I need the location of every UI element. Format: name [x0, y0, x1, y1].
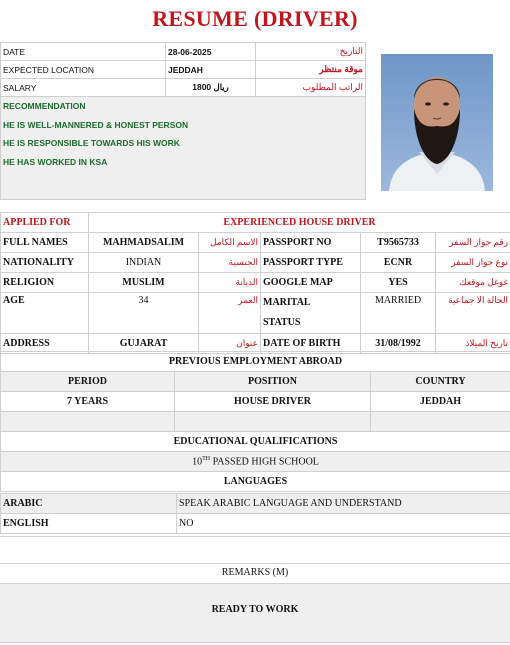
passport-type-label: PASSPORT TYPE [261, 253, 361, 273]
recommendation-line: HE HAS WORKED IN KSA [3, 157, 108, 167]
education-heading: EDUCATIONAL QUALIFICATIONS [1, 432, 510, 452]
education-value [1, 452, 510, 472]
applied-for-value: EXPERIENCED HOUSE DRIVER [89, 213, 510, 233]
education-detail: PASSED HIGH SCHOOL [210, 456, 319, 468]
date-value: 28-06-2025 [166, 43, 256, 61]
candidate-details-table [0, 212, 510, 354]
google-map-arabic: غوغل موقعك [436, 273, 510, 293]
candidate-portrait-image [381, 54, 493, 191]
google-map-value: YES [361, 273, 436, 293]
salary-arabic: الراتب المطلوب [256, 79, 366, 97]
employment-position [175, 412, 371, 432]
religion-arabic: الديانة [199, 273, 261, 293]
location-arabic: موقة منتظر [256, 61, 366, 79]
full-names-label: FULL NAMES [1, 233, 89, 253]
dob-value: 31/08/1992 [361, 334, 436, 354]
dob-label: DATE OF BIRTH [261, 334, 361, 354]
location-row [1, 61, 366, 79]
candidate-photo [381, 54, 493, 191]
language-row [1, 494, 510, 514]
employment-period [1, 412, 175, 432]
employment-period: 7 YEARS [1, 392, 175, 412]
age-row [1, 293, 510, 334]
language-name: ARABIC [1, 494, 177, 514]
address-arabic: عنوان [199, 334, 261, 354]
salary-label: SALARY [1, 79, 166, 97]
marital-status-value: MARRIED [361, 293, 436, 334]
religion-label: RELIGION [1, 273, 89, 293]
page-title: RESUME (DRIVER) [152, 6, 358, 31]
age-label: AGE [1, 293, 89, 334]
employment-col-period: PERIOD [1, 372, 175, 392]
date-arabic: التاريخ [256, 43, 366, 61]
employment-country: JEDDAH [371, 392, 510, 412]
applied-for-row [1, 213, 510, 233]
full-names-arabic: الاسم الكامل [199, 233, 261, 253]
employment-heading: PREVIOUS EMPLOYMENT ABROAD [1, 352, 510, 372]
full-names-value: MAHMADSALIM [89, 233, 199, 253]
employment-col-country: COUNTRY [371, 372, 510, 392]
marital-status-label [261, 293, 361, 334]
table-row [1, 412, 510, 432]
address-value: GUJARAT [89, 334, 199, 354]
recommendation-line: HE IS WELL-MANNERED & HONEST PERSON [3, 120, 189, 130]
language-row [1, 514, 510, 534]
recommendation-line: HE IS RESPONSIBLE TOWARDS HIS WORK [3, 138, 180, 148]
employment-table [0, 351, 510, 492]
salary-value: 1800 ريال [166, 79, 256, 97]
employment-col-position: POSITION [175, 372, 371, 392]
age-value: 34 [89, 293, 199, 334]
education-grade: 10 [192, 456, 203, 468]
location-value: JEDDAH [166, 61, 256, 79]
religion-row [1, 273, 510, 293]
header-info-table [0, 42, 366, 97]
age-arabic: العمر [199, 293, 261, 334]
passport-no-arabic: رقم جواز السفر [436, 233, 510, 253]
language-level: NO [177, 514, 510, 534]
remarks-value: READY TO WORK [0, 583, 510, 643]
salary-row [1, 79, 366, 97]
language-level: SPEAK ARABIC LANGUAGE AND UNDERSTAND [177, 494, 510, 514]
nationality-value: INDIAN [89, 253, 199, 273]
marital-label-line: MARITAL [263, 297, 311, 308]
passport-no-label: PASSPORT NO [261, 233, 361, 253]
nationality-arabic: الجنسية [199, 253, 261, 273]
nationality-label: NATIONALITY [1, 253, 89, 273]
address-label: ADDRESS [1, 334, 89, 354]
employment-position: HOUSE DRIVER [175, 392, 371, 412]
marital-status-arabic: الحالة الا جماعية [436, 293, 510, 334]
recommendation-heading: RECOMMENDATION [3, 101, 86, 111]
location-label: EXPECTED LOCATION [1, 61, 166, 79]
language-name: ENGLISH [1, 514, 177, 534]
nationality-row [1, 253, 510, 273]
date-row [1, 43, 366, 61]
spacer-row [0, 536, 510, 563]
date-label: DATE [1, 43, 166, 61]
recommendation-box [0, 96, 366, 200]
name-passport-row [1, 233, 510, 253]
education-grade-suffix: TH [202, 455, 211, 462]
google-map-label: GOOGLE MAP [261, 273, 361, 293]
marital-label-line: STATUS [263, 317, 301, 328]
passport-type-value: ECNR [361, 253, 436, 273]
remarks-heading: REMARKS (M) [0, 563, 510, 583]
table-row [1, 392, 510, 412]
languages-heading: LANGUAGES [1, 472, 510, 492]
passport-type-arabic: نوع جواز السفر [436, 253, 510, 273]
applied-for-label: APPLIED FOR [1, 213, 89, 233]
passport-no-value: T9565733 [361, 233, 436, 253]
dob-arabic: تاريخ الميلاد [436, 334, 510, 354]
religion-value: MUSLIM [89, 273, 199, 293]
languages-table [0, 493, 510, 534]
employment-header-row [1, 372, 510, 392]
employment-country [371, 412, 510, 432]
